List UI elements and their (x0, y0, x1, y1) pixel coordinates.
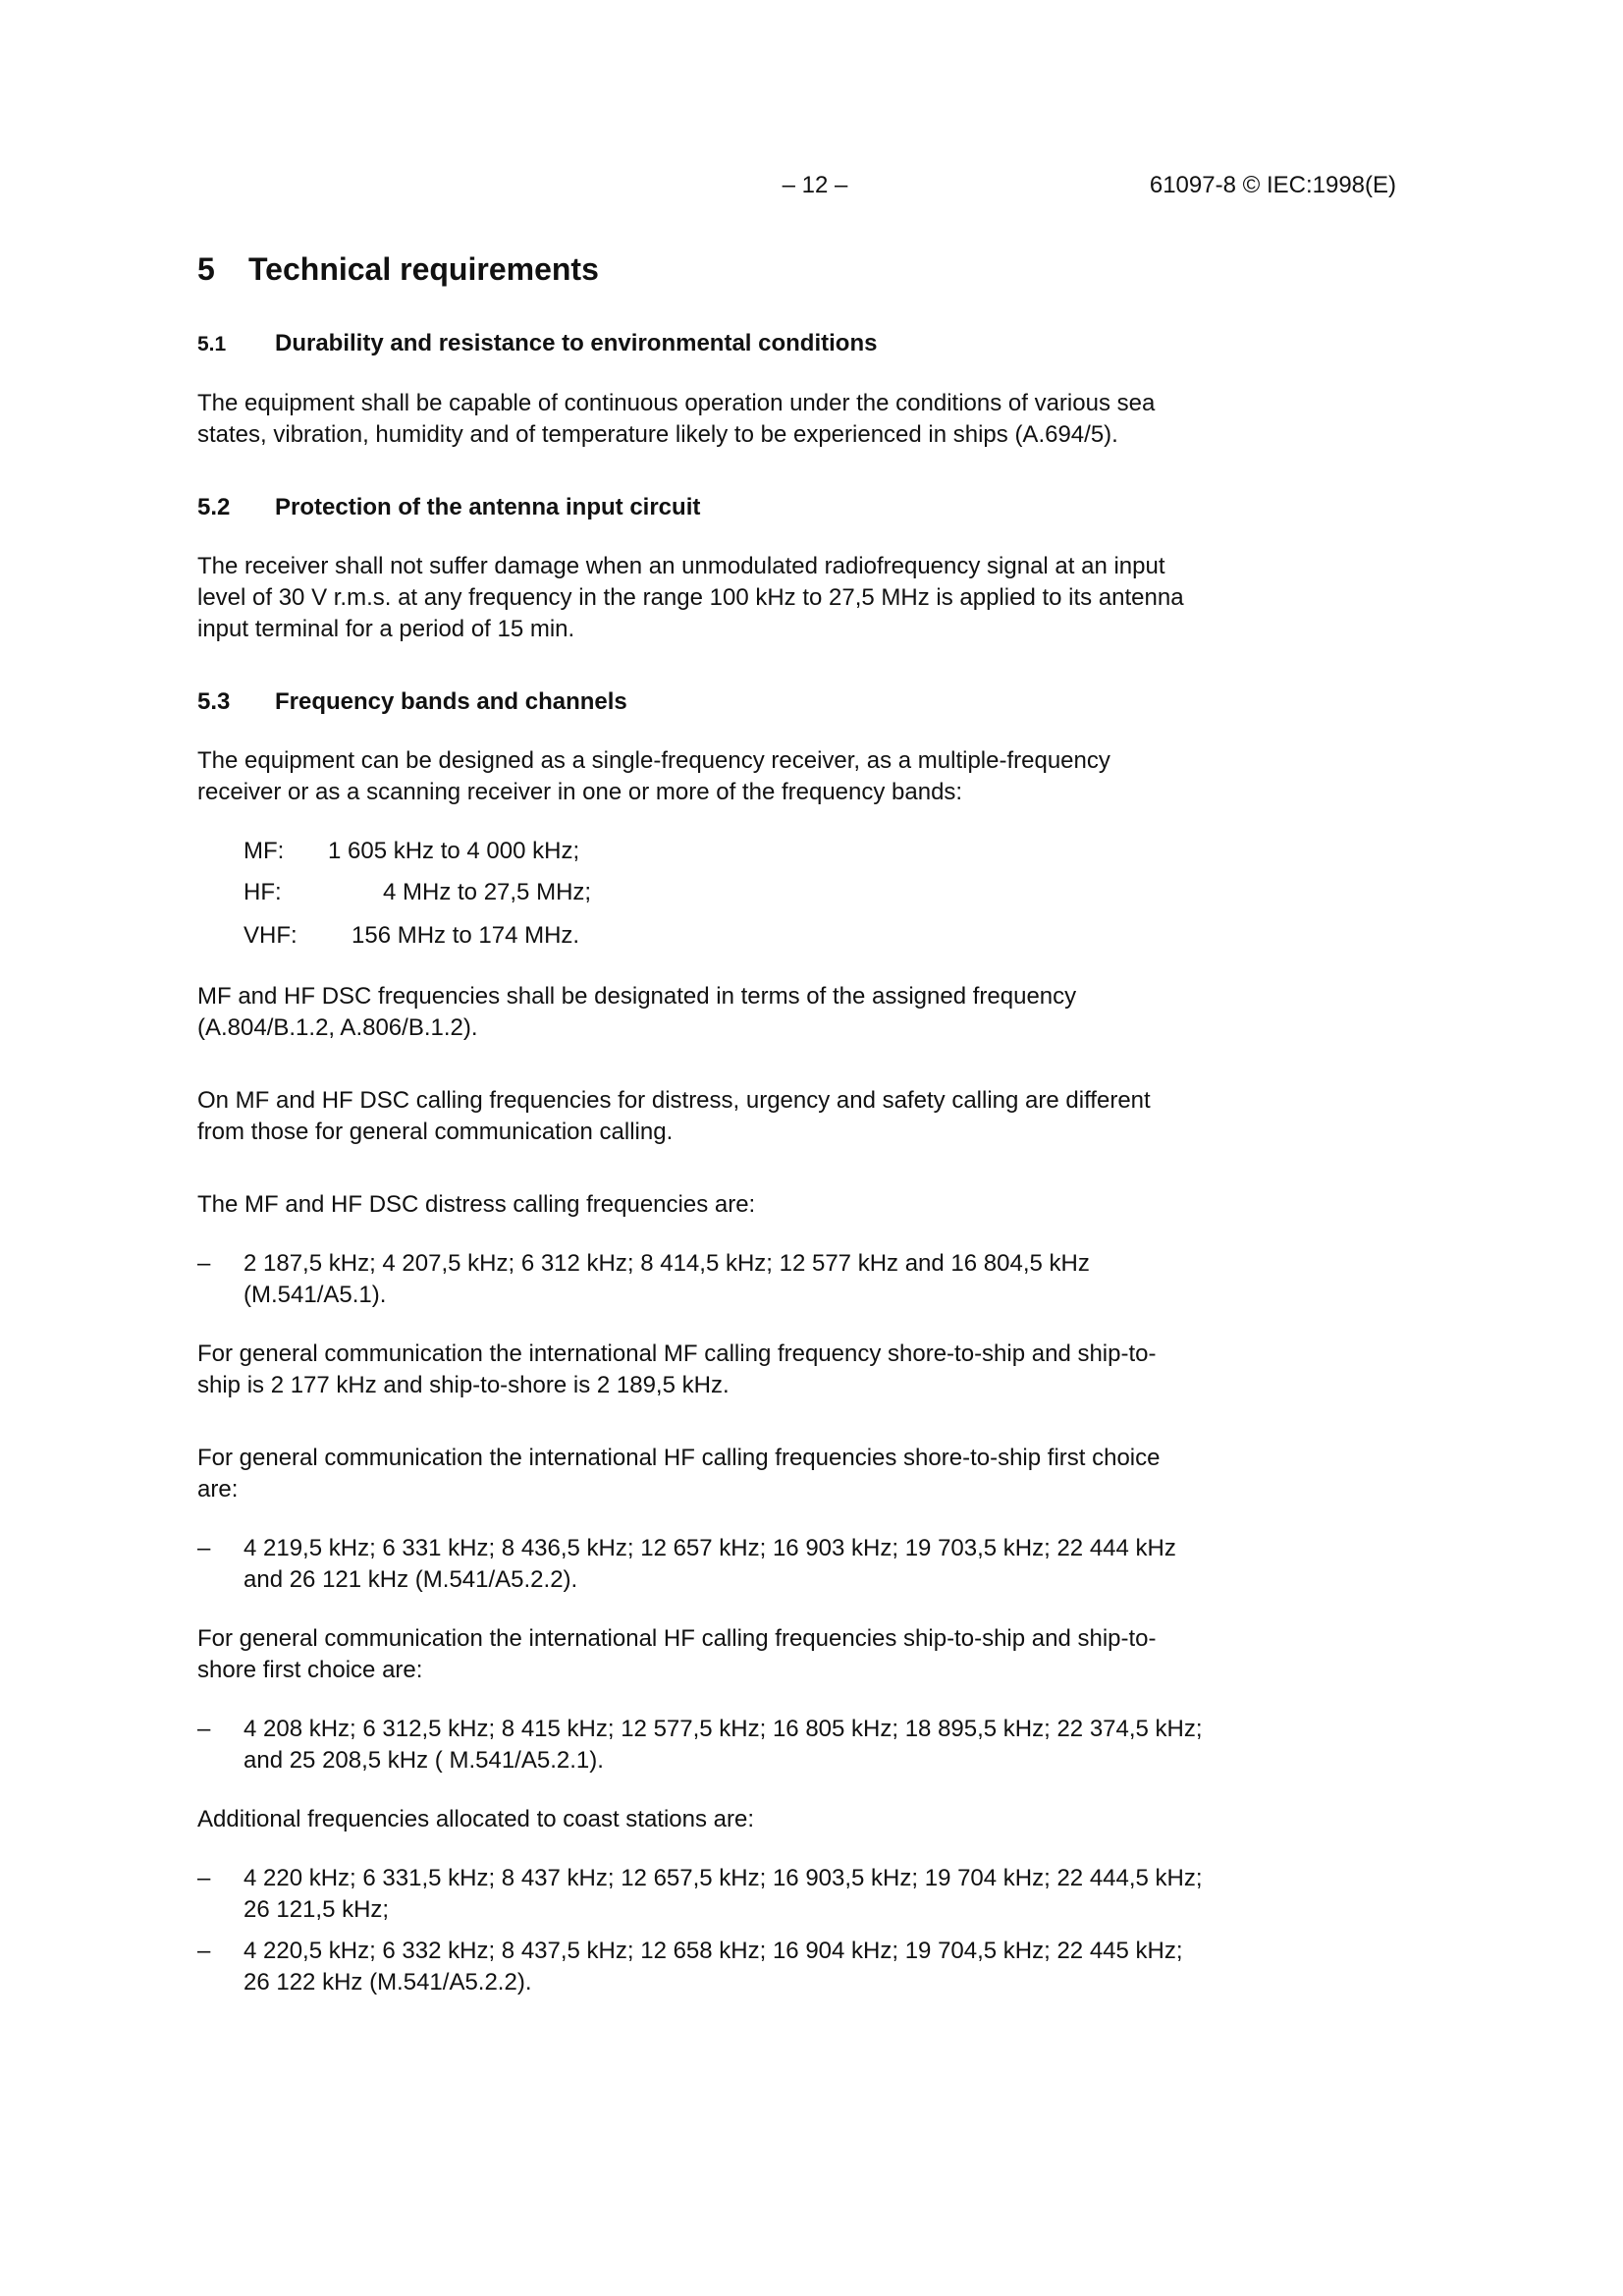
text-line: For general communication the international MF calling frequency shore-to-ship and ship-to- (197, 1340, 1157, 1367)
band-range: 156 MHz to 174 MHz. (352, 922, 580, 949)
band-row-vhf (243, 920, 1277, 952)
text-line: For general communication the international HF calling frequencies ship-to-ship and ship-to- (197, 1625, 1157, 1652)
text-line: and 25 208,5 kHz ( M.541/A5.2.1). (243, 1747, 604, 1774)
band-row-hf (243, 877, 1277, 908)
frequency-band-list (197, 836, 1277, 952)
text-line: (A.804/B.1.2, A.806/B.1.2). (197, 1014, 478, 1041)
coast-stations-intro (197, 1804, 1277, 1835)
section-number: 5.1 (197, 333, 227, 355)
text-line: 4 220,5 kHz; 6 332 kHz; 8 437,5 kHz; 12 658 kHz; 16 904 kHz; 19 704,5 kHz; 22 445 kHz; (243, 1938, 1183, 1964)
section-number: 5.3 (197, 688, 231, 715)
text-line: MF and HF DSC frequencies shall be designated in terms of the assigned frequency (197, 983, 1077, 1010)
text-line: 4 220 kHz; 6 331,5 kHz; 8 437 kHz; 12 657,5 kHz; 16 903,5 kHz; 19 704 kHz; 22 444,5 kHz; (243, 1865, 1203, 1891)
distress-intro (197, 1189, 1277, 1221)
band-label: MF: (243, 838, 285, 864)
hf-ship-to-ship-intro (197, 1623, 1277, 1686)
dash-bullet: – (197, 1938, 211, 1964)
section-number: 5.2 (197, 494, 231, 520)
designation-paragraph (197, 981, 1277, 1044)
text-line: 26 122 kHz (M.541/A5.2.2). (243, 1969, 532, 1995)
section-title: Technical requirements (248, 251, 599, 287)
hf-shore-to-ship-item (197, 1533, 1277, 1596)
mf-general-paragraph (197, 1339, 1277, 1401)
durability-paragraph (197, 388, 1277, 451)
frequency-bands-intro (197, 745, 1277, 808)
text-line: 26 121,5 kHz; (243, 1896, 390, 1923)
section-5-heading (197, 246, 1277, 293)
text-line: receiver or as a scanning receiver in one or more of the frequency bands: (197, 779, 963, 805)
text-line: The MF and HF DSC distress calling frequencies are: (197, 1191, 756, 1218)
calling-distinction-paragraph (197, 1085, 1277, 1148)
text-line: 4 208 kHz; 6 312,5 kHz; 8 415 kHz; 12 577,5 kHz; 16 805 kHz; 18 895,5 kHz; 22 374,5 kHz; (243, 1716, 1203, 1742)
section-title: Durability and resistance to environmental conditions (275, 330, 878, 356)
text-line: On MF and HF DSC calling frequencies for distress, urgency and safety calling are different (197, 1087, 1151, 1114)
section-title: Frequency bands and channels (275, 688, 627, 715)
page-number: – 12 – (782, 172, 848, 198)
distress-frequencies-item (197, 1248, 1277, 1311)
section-title: Protection of the antenna input circuit (275, 494, 701, 520)
section-5-3-heading (197, 686, 1277, 718)
hf-shore-to-ship-intro (197, 1443, 1277, 1505)
text-line: level of 30 V r.m.s. at any frequency in the range 100 kHz to 27,5 MHz is applied to its antenna (197, 584, 1184, 611)
antenna-protection-paragraph (197, 551, 1277, 645)
text-line: (M.541/A5.1). (243, 1282, 387, 1308)
section-5-1-heading (197, 328, 1277, 360)
text-line: Additional frequencies allocated to coast stations are: (197, 1806, 755, 1832)
section-5-2-heading (197, 492, 1277, 523)
band-range: 4 MHz to 27,5 MHz; (383, 879, 592, 905)
band-label: HF: (243, 879, 282, 905)
coast-frequencies-item (197, 1936, 1277, 1998)
band-label: VHF: (243, 922, 298, 949)
section-number: 5 (197, 251, 215, 287)
text-line: are: (197, 1476, 239, 1503)
band-range: 1 605 kHz to 4 000 kHz; (328, 838, 580, 864)
text-line: shore first choice are: (197, 1657, 423, 1683)
text-line: 2 187,5 kHz; 4 207,5 kHz; 6 312 kHz; 8 414,5 kHz; 12 577 kHz and 16 804,5 kHz (243, 1250, 1090, 1277)
dash-bullet: – (197, 1865, 211, 1891)
coast-frequencies-item (197, 1863, 1277, 1926)
text-line: states, vibration, humidity and of temperature likely to be experienced in ships (A.694/5). (197, 421, 1118, 448)
text-line: input terminal for a period of 15 min. (197, 616, 575, 642)
text-line: 4 219,5 kHz; 6 331 kHz; 8 436,5 kHz; 12 657 kHz; 16 903 kHz; 19 703,5 kHz; 22 444 kHz (243, 1535, 1176, 1561)
text-line: The equipment can be designed as a single-frequency receiver, as a multiple-frequency (197, 747, 1110, 774)
page-content (197, 246, 1277, 1998)
text-line: For general communication the international HF calling frequencies shore-to-ship first choice (197, 1445, 1161, 1471)
hf-ship-to-ship-item (197, 1714, 1277, 1777)
text-line: and 26 121 kHz (M.541/A5.2.2). (243, 1566, 578, 1593)
text-line: The receiver shall not suffer damage when an unmodulated radiofrequency signal at an input (197, 553, 1165, 579)
dash-bullet: – (197, 1250, 211, 1277)
dash-bullet: – (197, 1535, 211, 1561)
text-line: The equipment shall be capable of continuous operation under the conditions of various sea (197, 390, 1156, 416)
text-line: ship is 2 177 kHz and ship-to-shore is 2 189,5 kHz. (197, 1372, 730, 1398)
dash-bullet: – (197, 1716, 211, 1742)
document-id: 61097-8 © IEC:1998(E) (1149, 172, 1396, 198)
text-line: from those for general communication calling. (197, 1119, 674, 1145)
band-row-mf (243, 836, 1277, 867)
